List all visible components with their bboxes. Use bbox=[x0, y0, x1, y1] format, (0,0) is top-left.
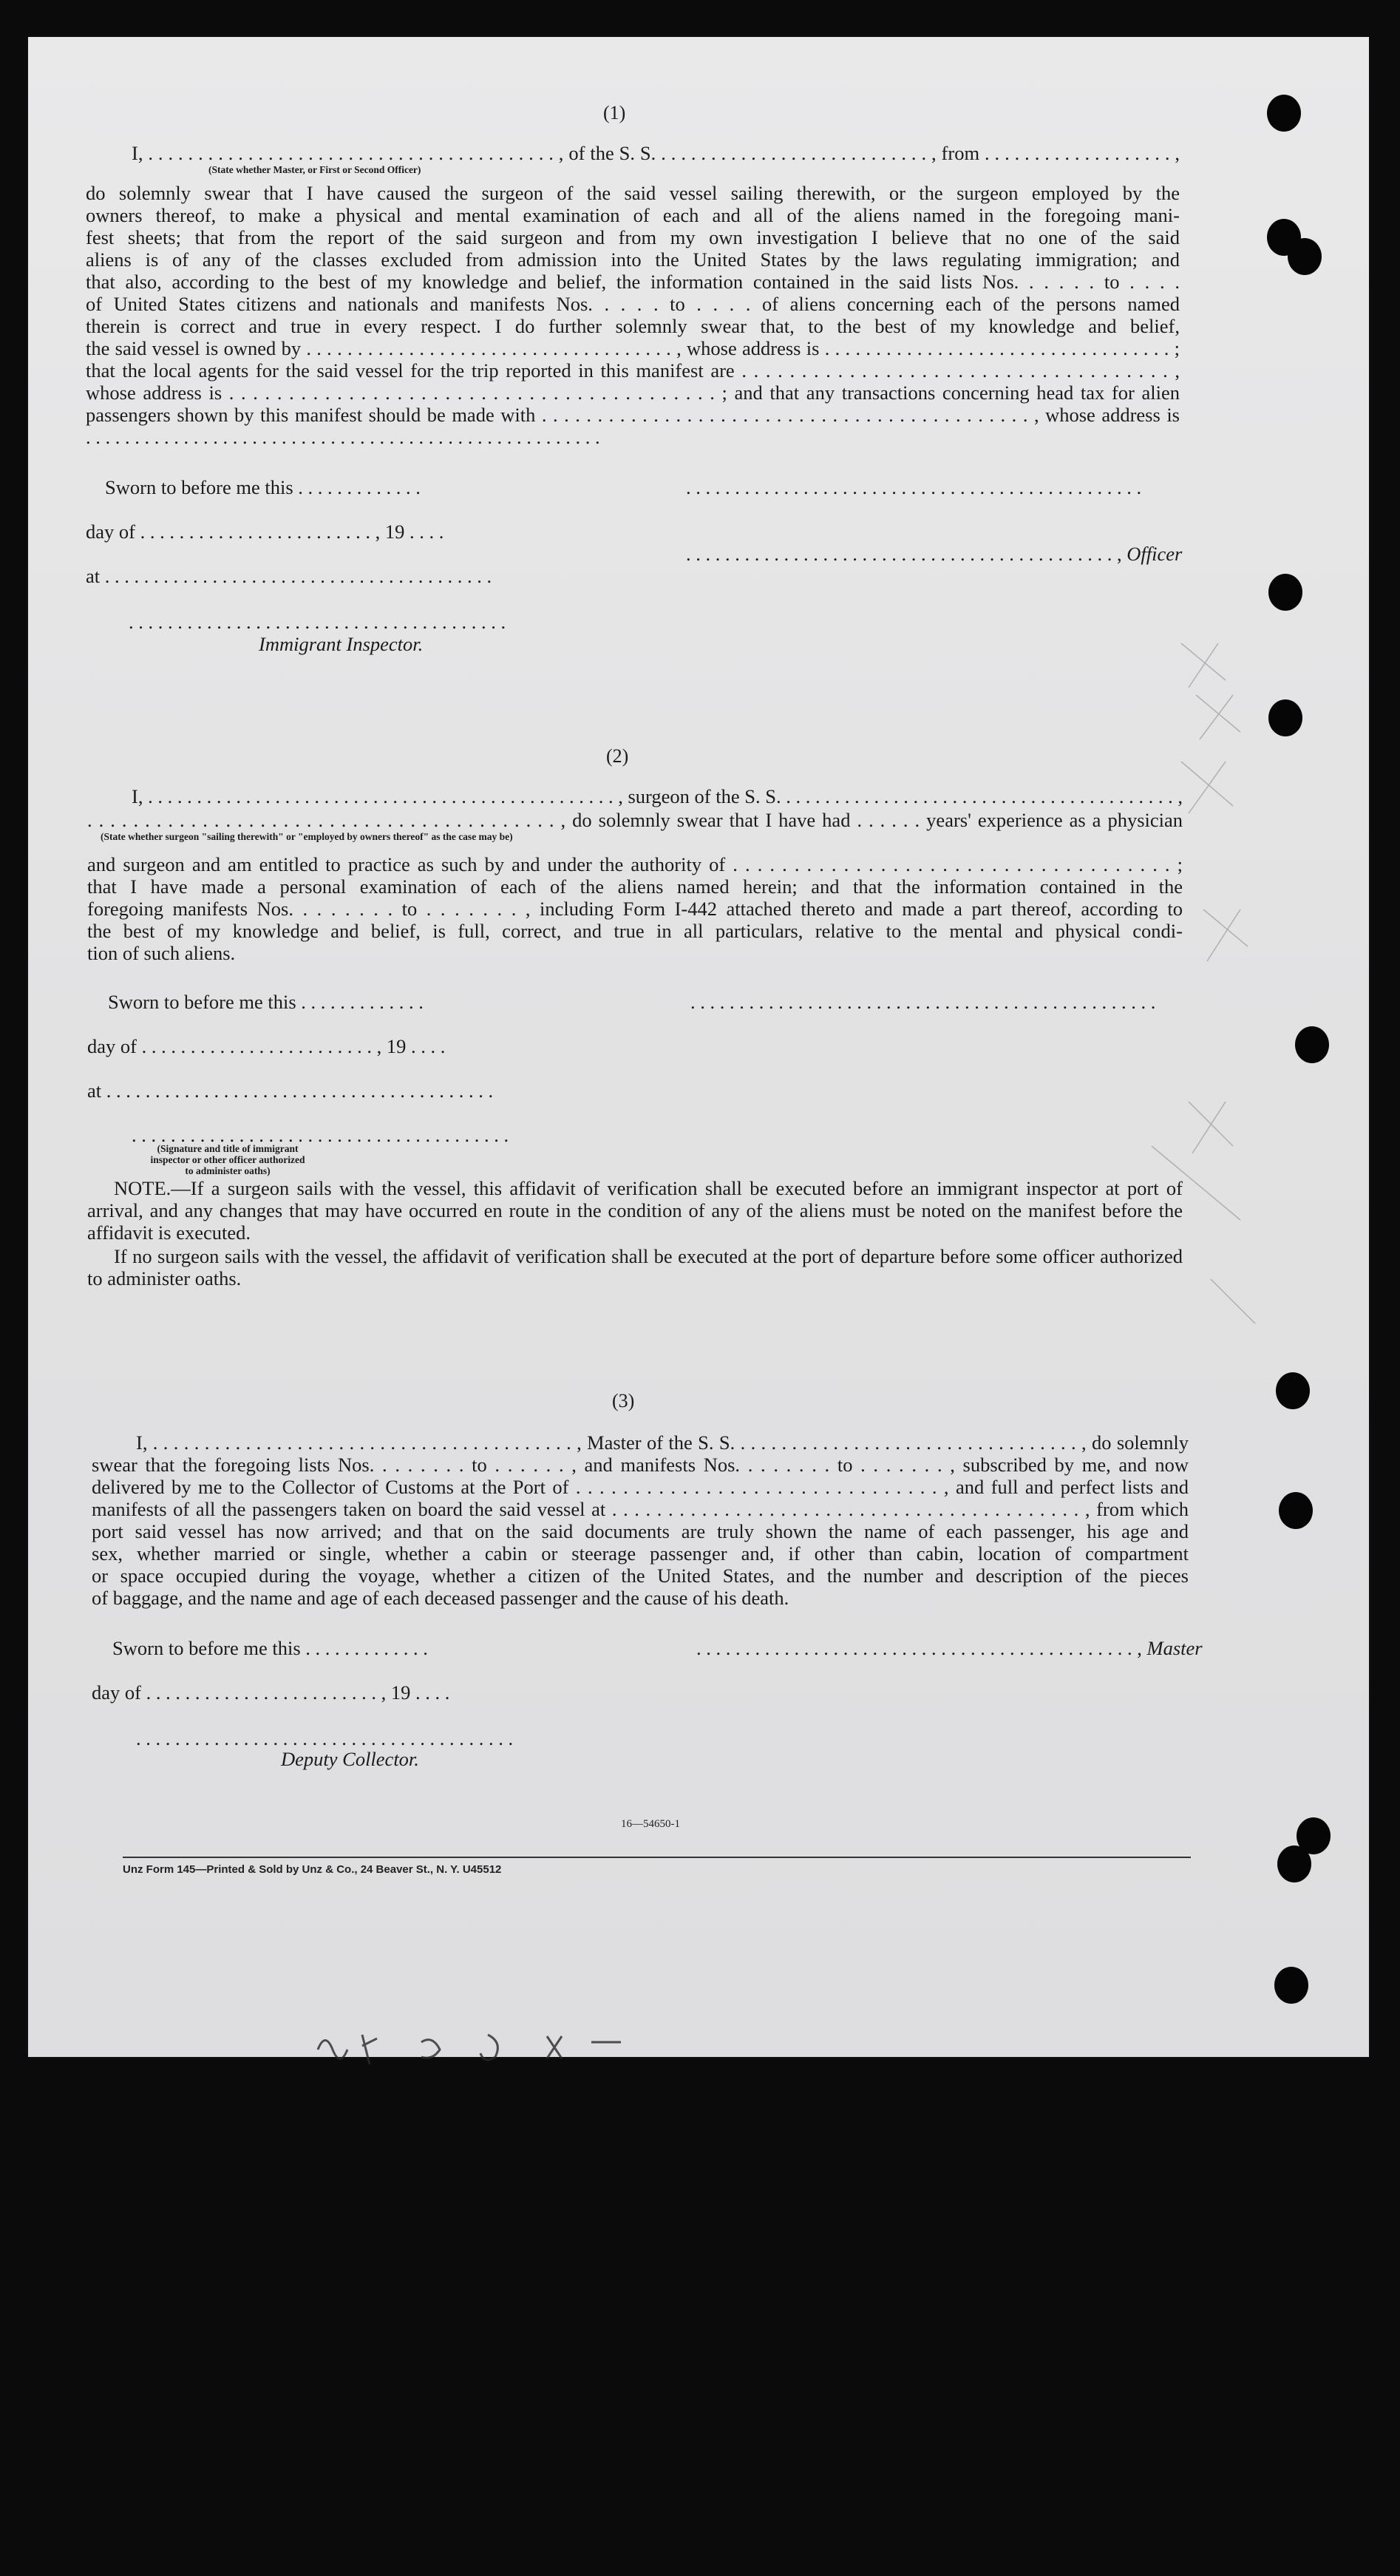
s1-at-line: at . . . . . . . . . . . . . . . . . . . . . . . . . . . . . . . . . . . . . . . . bbox=[86, 565, 492, 587]
s1-body-line: of United States citizens and nationals and manifests Nos. . . . . to . . . . of aliens concerning each of the persons named bbox=[86, 293, 1180, 315]
s2-note-2: If no surgeon sails with the vessel, the affidavit of verification shall be executed at the port of departure before some officer authorized to administer oaths. bbox=[87, 1245, 1183, 1289]
s2-body-line: that I have made a personal examination of each of the aliens named herein; and that the information contained in the bbox=[87, 875, 1183, 898]
s3-body-line: manifests of all the passengers taken on board the said vessel at . . . . . . . . . . . . . . . . . . . . . . . . . . . . . . . . . . . . . . . . . . , from which bbox=[92, 1498, 1189, 1520]
s2-day-line: day of . . . . . . . . . . . . . . . . . . . . . . . . , 19 . . . . bbox=[87, 1035, 446, 1057]
punch-hole bbox=[1295, 1026, 1329, 1063]
s3-collector-dots: . . . . . . . . . . . . . . . . . . . . . . . . . . . . . . . . . . . . . . . bbox=[136, 1727, 514, 1749]
s1-officer-label: Officer bbox=[1127, 543, 1183, 565]
footer-divider bbox=[123, 1857, 1191, 1858]
s1-body-line: whose address is . . . . . . . . . . . . . . . . . . . . . . . . . . . . . . . . . . . . . . . . . ; and that any transactions concerning head tax for alien bbox=[86, 382, 1180, 404]
s1-body-line: aliens is of any of the classes excluded from admission into the United States by the laws regulating immigration; and bbox=[86, 248, 1180, 271]
s1-opening-line: I, . . . . . . . . . . . . . . . . . . . . . . . . . . . . . . . . . . . . . . . . . , of the S. S. . . . . . . . . . . . . . . . . . . . . . . . . . . . , from . . . . . . . . . . . . . . . . . . . , bbox=[132, 142, 1180, 164]
s1-body-line: passengers shown by this manifest should be made with . . . . . . . . . . . . . . . . . . . . . . . . . . . . . . . . . . . . . . . . . . . . , whose address is bbox=[86, 404, 1180, 426]
s1-inspector-dots: . . . . . . . . . . . . . . . . . . . . . . . . . . . . . . . . . . . . . . . bbox=[129, 611, 506, 633]
s1-officer-line bbox=[686, 543, 1182, 566]
s3-body-line: port said vessel has now arrived; and that on the said documents are truly shown the name of each passenger, his age and bbox=[92, 1520, 1189, 1542]
s1-signature-line: . . . . . . . . . . . . . . . . . . . . . . . . . . . . . . . . . . . . . . . . . . . . . . . bbox=[686, 476, 1142, 498]
s1-body-line: therein is correct and true in every respect. I do further solemnly swear that, to the best of my knowledge and belief, bbox=[86, 315, 1180, 337]
s3-master-dots: . . . . . . . . . . . . . . . . . . . . . . . . . . . . . . . . . . . . . . . . . . . . . , bbox=[696, 1637, 1142, 1659]
s3-sworn-line: Sworn to before me this . . . . . . . . . . . . . bbox=[112, 1637, 428, 1659]
s1-body-line: do solemnly swear that I have caused the surgeon of the said vessel sailing therewith, or the surgeon employed by the bbox=[86, 182, 1180, 204]
s2-body-line: foregoing manifests Nos. . . . . . . . to . . . . . . . , including Form I-442 attached thereto and made a part thereof, according to bbox=[87, 898, 1183, 920]
s3-master-line bbox=[696, 1637, 1203, 1660]
s1-body-line: that the local agents for the said vessel for the trip reported in this manifest are . . . . . . . . . . . . . . . . . . . . . . . . . . . . . . . . . . . . , bbox=[86, 359, 1180, 382]
punch-hole bbox=[1268, 574, 1302, 611]
punch-hole bbox=[1274, 1967, 1308, 2004]
s3-collector-label: Deputy Collector. bbox=[281, 1748, 419, 1770]
section-1-number: (1) bbox=[603, 102, 626, 123]
s1-body-line: . . . . . . . . . . . . . . . . . . . . . . . . . . . . . . . . . . . . . . . . . . . . . . . . . . . . . bbox=[86, 426, 600, 448]
s2-surgeon-note: (State whether surgeon "sailing therewith" or "employed by owners thereof" as the case may be) bbox=[101, 831, 513, 842]
s1-officer-dots: . . . . . . . . . . . . . . . . . . . . . . . . . . . . . . . . . . . . . . . . . . . . , bbox=[686, 543, 1122, 565]
s3-master-label: Master bbox=[1146, 1637, 1203, 1659]
handwritten-scribble bbox=[310, 2020, 784, 2072]
s1-body-line: the said vessel is owned by . . . . . . . . . . . . . . . . . . . . . . . . . . . . . . . . . . . . , whose address is . . . . . . . . . . . . . . . . . . . . . . . . . . . . . . . . . . ; bbox=[86, 337, 1180, 359]
s2-body-line: tion of such aliens. bbox=[87, 942, 236, 964]
punch-hole bbox=[1277, 1845, 1311, 1882]
printer-footer: Unz Form 145—Printed & Sold by Unz & Co., 24 Beaver St., N. Y. U45512 bbox=[123, 1863, 502, 1876]
form-page bbox=[28, 37, 1369, 2057]
s3-opening-line: I, . . . . . . . . . . . . . . . . . . . . . . . . . . . . . . . . . . . . . . . . . , Master of the S. S. . . . . . . . . . . . . . . . . . . . . . . . . . . . . . . . . . , do solemnly bbox=[136, 1431, 1189, 1454]
s2-second-line: . . . . . . . . . . . . . . . . . . . . . . . . . . . . . . . . . . . . . . . . . , do solemnly swear that I have had . . . . . . years' experience as a physician bbox=[87, 809, 1183, 831]
s3-body-line: swear that the foregoing lists Nos. . . . . . . . to . . . . . . , and manifests Nos. . . . . . . . to . . . . . . . , subscribed by me, and now bbox=[92, 1454, 1189, 1476]
section-3-number: (3) bbox=[612, 1390, 635, 1411]
s1-body-line: owners thereof, to make a physical and mental examination of each and all of the aliens named in the foregoing mani- bbox=[86, 204, 1180, 226]
s1-officer-note: (State whether Master, or First or Second Officer) bbox=[208, 164, 421, 175]
s2-note-label: NOTE. bbox=[114, 1177, 171, 1199]
s3-body-line: or space occupied during the voyage, whether a citizen of the United States, and the number and description of the pieces bbox=[92, 1565, 1189, 1587]
s2-sworn-line: Sworn to before me this . . . . . . . . . . . . . bbox=[108, 991, 424, 1013]
s3-body-line: of baggage, and the name and age of each deceased passenger and the cause of his death. bbox=[92, 1587, 789, 1609]
punch-hole bbox=[1267, 95, 1301, 132]
form-code: 16—54650-1 bbox=[621, 1818, 680, 1830]
s1-body-line: that also, according to the best of my knowledge and belief, the information contained in the said lists Nos. . . . . . to . . . . bbox=[86, 271, 1180, 293]
s2-at-line: at . . . . . . . . . . . . . . . . . . . . . . . . . . . . . . . . . . . . . . . . bbox=[87, 1079, 494, 1102]
s3-day-line: day of . . . . . . . . . . . . . . . . . . . . . . . . , 19 . . . . bbox=[92, 1681, 450, 1704]
s2-signature-dots: . . . . . . . . . . . . . . . . . . . . . . . . . . . . . . . . . . . . . . . bbox=[132, 1124, 509, 1146]
punch-hole bbox=[1288, 238, 1322, 275]
s2-body-line: the best of my knowledge and belief, is full, correct, and true in all particulars, relative to the mental and physical condi- bbox=[87, 920, 1183, 942]
s2-signature-line: . . . . . . . . . . . . . . . . . . . . . . . . . . . . . . . . . . . . . . . . . . . . . . . . bbox=[690, 991, 1156, 1013]
punch-hole bbox=[1279, 1492, 1313, 1529]
s1-sworn-line: Sworn to before me this . . . . . . . . . . . . . bbox=[105, 476, 421, 498]
s2-body-line: and surgeon and am entitled to practice as such by and under the authority of . . . . . . . . . . . . . . . . . . . . . . . . . . . . . . . . . . . . ; bbox=[87, 853, 1183, 875]
s2-note bbox=[87, 1177, 1183, 1244]
section-2-number: (2) bbox=[606, 745, 629, 767]
s2-opening-line: I, . . . . . . . . . . . . . . . . . . . . . . . . . . . . . . . . . . . . . . . . . . . . . . . . , surgeon of the S. S. . . . . . . . . . . . . . . . . . . . . . . . . . . . . . . . . . . . . . . . . , bbox=[132, 785, 1183, 807]
s1-day-line: day of . . . . . . . . . . . . . . . . . . . . . . . . , 19 . . . . bbox=[86, 521, 444, 543]
s2-note-text: —If a surgeon sails with the vessel, this affidavit of verification shall be executed before an immigrant inspector at port of arrival, and any changes that may have occurred en route in the condition of any of the aliens must be noted on the manifest before the affidavit is executed. bbox=[87, 1177, 1183, 1244]
punch-hole bbox=[1276, 1372, 1310, 1409]
s2-signature-caption: (Signature and title of immigrant inspector or other officer authorized to administer oaths) bbox=[150, 1143, 305, 1176]
s1-inspector-label: Immigrant Inspector. bbox=[259, 633, 424, 655]
s3-body-line: delivered by me to the Collector of Customs at the Port of . . . . . . . . . . . . . . . . . . . . . . . . . . . . . . . , and full and perfect lists and bbox=[92, 1476, 1189, 1498]
s1-body-line: fest sheets; that from the report of the said surgeon and from my own investigation I believe that no one of the said bbox=[86, 226, 1180, 248]
s3-body-line: sex, whether married or single, whether a cabin or steerage passenger and, if other than cabin, location of compartment bbox=[92, 1542, 1189, 1565]
